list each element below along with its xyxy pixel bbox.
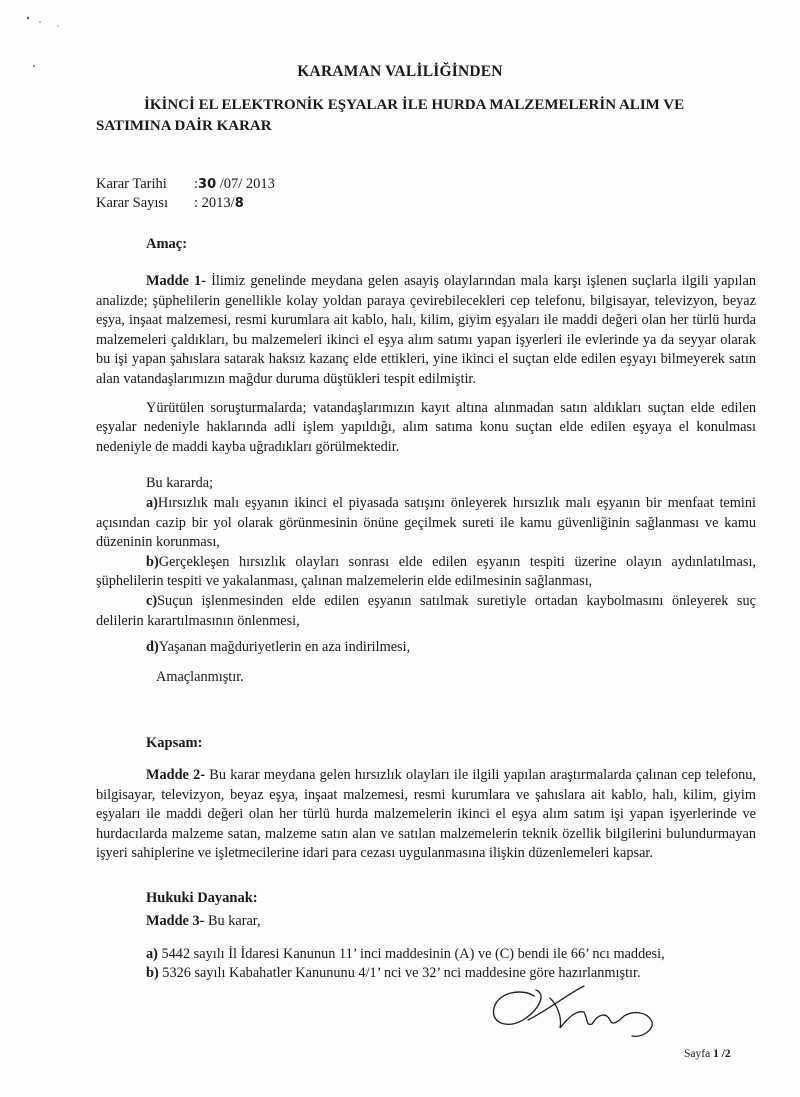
section-heading-kapsam: Kapsam: — [146, 735, 203, 751]
handwritten-signature — [488, 980, 658, 1050]
section-kapsam-body — [96, 766, 756, 864]
subject-line-2: SATIMINA DAİR KARAR — [96, 118, 272, 134]
article-1: Madde 1- İlimiz genelinde meydana gelen asayiş olaylarından mala karşı işlenen suçlarla ilgili yapılan analizde; şüphelilerin genellikle kolay yoldan paraya çevirebilecekleri cep telefonu, bilgisayar, televizyon, beyaz eşya, inşaat malzemesi, resmi kurumlara ait kablo, halı, kilim, giyim eşyaları ile maddi değeri olan her türlü hurda malzemeleri çaldıkları, bu malzemeleri ikinci el eşya alım satımı yapan işyerleri ile evlerinde ya da seyyar olarak bu işi yapan şahıslara satarak haksız kazanç elde ettikleri, yine ikinci el suçtan elde edilen eşyayı bilmeyerek satın alan vatandaşlarımızın mağdur duruma düştükleri tespit edilmiştir. — [96, 273, 757, 387]
decision-subject — [96, 95, 756, 137]
legal-basis-item-a: a) 5442 sayılı İl İdaresi Kanunun 11’ inci maddesinin (A) ve (C) bendi ile 66’ ncı maddesi, — [146, 945, 665, 962]
page-indicator: Sayfa 1 /2 — [684, 1048, 731, 1060]
scan-speck-marks — [22, 8, 62, 68]
paragraph-2: Yürütülen soruşturmalarda; vatandaşlarımızın kayıt altına alınmadan satın aldıkları suçtan elde edilen eşyalar nedeniyle haklarında adli işlem yapıldığı, alım satıma konu suçtan elde edilen eşyaya el konulması nedeniyle de maddi kayba uğradıkları görülmektedir. — [96, 399, 756, 455]
article-2: Madde 2- Bu karar meydana gelen hırsızlık olayları ile ilgili yapılan araştırmalarda çalınan cep telefonu, bilgisayar, televizyon, beyaz eşya, inşaat malzemesi, resmi kurumlara ve şahıslara ait kablo, halı, kilim, giyim eşyaları ile maddi değeri olan her türlü hurda malzemelerin ikinci el eşya alım satım işi yapan işyerlerinde ve hurdacılarda malzeme satan, malzeme satın alan ve satılan malzemelerin teknik özellik bilgilerini bulundurmayan işyeri sahiplerine ve işletmecilerine idari para cezası uygulanmasına ilişkin düzenlemeleri kapsar. — [96, 767, 756, 862]
decision-date-day: 30 — [198, 177, 217, 192]
section-hukuki-body — [96, 912, 756, 984]
purpose-closing: Amaçlanmıştır. — [156, 668, 244, 685]
decision-number-value: : 2013/8 — [194, 195, 244, 211]
article-3: Madde 3- Bu karar, — [146, 913, 261, 929]
decision-meta — [96, 175, 275, 213]
document-title: KARAMAN VALİLİĞİNDEN — [297, 63, 503, 80]
section-heading-hukuki: Hukuki Dayanak: — [146, 890, 258, 906]
decision-date-value: :30 /07/ 2013 — [194, 176, 275, 192]
decision-number-label: Karar Sayısı — [96, 195, 169, 211]
purpose-item-a: a)Hırsızlık malı eşyanın ikinci el piyasada satışını önleyerek hırsızlık malı eşyanın bir menfaat temini açısından cazip bir yol olarak görünmesinin önüne geçilmek sureti ile kamu güvenliğinin sağlanması ve kamu düzeninin korunması, — [96, 494, 756, 551]
decision-number-handwritten: 8 — [234, 196, 244, 211]
purpose-item-d: d)Yaşanan mağduriyetlerin en aza indirilmesi, — [146, 639, 411, 656]
subject-line-1: İKİNCİ EL ELEKTRONİK EŞYALAR İLE HURDA MALZEMELERİN ALIM VE — [144, 97, 685, 113]
purpose-item-b: b)Gerçekleşen hırsızlık olayları sonrası elde edilen eşyanın tespiti üzerine olayın aydınlatılması, şüphelilerin tespiti ve yakalanması, çalınan malzemelerin elde edilmesinin sağlanması, — [96, 553, 756, 590]
section-amac-body — [96, 272, 756, 687]
purpose-item-c: c)Suçun işlenmesinden elde edilen eşyanın satılmak suretiyle ortadan kaybolmasını önleyerek suç delilerin karartılmasının önlenmesi, — [96, 592, 756, 629]
decision-number-row — [96, 194, 275, 213]
legal-basis-item-b: b) 5326 sayılı Kabahatler Kanununu 4/1’ nci ve 32’ nci maddesine göre hazırlanmıştır. — [146, 965, 641, 982]
decision-date-row — [96, 175, 275, 194]
page-number: 1 /2 — [713, 1048, 731, 1060]
section-heading-amac: Amaç: — [146, 236, 188, 252]
purpose-intro: Bu kararda; — [146, 475, 214, 492]
decision-date-label: Karar Tarihi — [96, 176, 167, 192]
